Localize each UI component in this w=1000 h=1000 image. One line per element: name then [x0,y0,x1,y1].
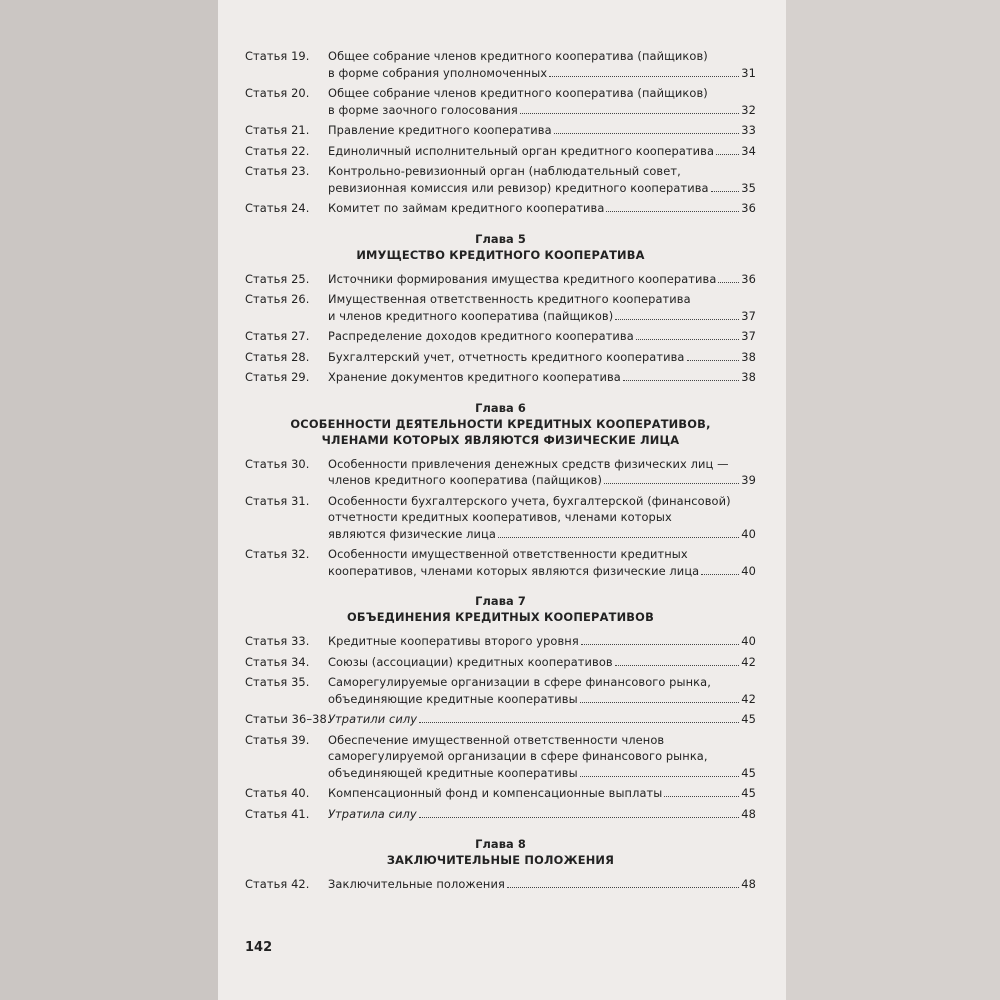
article-title-last-line [328,180,756,197]
toc-entry [245,369,756,386]
page-reference: 40 [741,634,756,648]
dot-leader [419,817,740,818]
article-title-line: в форме заочного голосования [328,102,518,117]
article-title-line: саморегулируемой организации в сфере финансового рынка, [328,749,708,763]
article-title-line: Правление кредитного кооператива [328,123,552,137]
page-reference: 45 [741,712,756,726]
dot-leader [549,76,739,77]
article-title-last-line [328,806,756,823]
article-number: Статья 42. [245,877,310,891]
article-title [328,493,756,543]
article-title-line: Общее собрание членов кредитного кооператива (пайщиков) [328,49,708,63]
toc-entry [245,349,756,366]
chapter-label: Глава 6 [475,400,526,415]
article-number: Статья 26. [245,292,310,306]
article-title-last-line [328,349,756,366]
article-title-line: Особенности привлечения денежных средств физических лиц — [328,456,729,471]
dot-leader [580,776,740,777]
article-number: Статья 34. [245,654,310,669]
chapter-7-heading [245,593,756,625]
article-title-line: Источники формирования имущества кредитного кооператива [328,271,717,286]
article-title [328,369,756,386]
dot-leader [687,360,740,361]
toc-group-e [245,876,756,893]
dot-leader [581,644,739,645]
article-title-last-line [328,65,756,82]
page-reference: 42 [741,691,756,706]
article-title-line: Распределение доходов кредитного кооператива [328,329,634,343]
dot-leader [604,483,739,484]
article-title [328,271,756,288]
page-reference: 36 [741,201,756,215]
article-title-last-line [328,654,756,671]
article-title-line: и членов кредитного кооператива (пайщиков) [328,308,614,323]
article-title-line: являются физические лица [328,526,496,541]
page-reference: 36 [741,271,756,286]
article-title [328,122,756,139]
article-title [328,328,756,345]
article-title [328,711,756,728]
page-reference: 40 [741,526,756,541]
article-number: Статья 31. [245,493,310,508]
toc-entry [245,493,756,543]
page-reference: 32 [741,102,756,117]
article-title [328,806,756,823]
article-number: Статья 19. [245,49,310,63]
article-title [328,200,756,217]
article-title-line: Обеспечение имущественной ответственности членов [328,732,665,747]
article-title-last-line [328,563,756,580]
article-title-line: Комитет по займам кредитного кооператива [328,201,605,215]
article-title [328,546,756,579]
article-title-line: Бухгалтерский учет, отчетность кредитного кооператива [328,349,685,364]
dot-leader [498,537,739,538]
article-number: Статья 23. [245,164,310,178]
article-title-last-line [328,633,756,650]
article-title-line: Заключительные положения [328,877,505,891]
article-number: Статья 20. [245,86,310,100]
toc-entry [245,291,756,324]
article-title-line: Особенности бухгалтерского учета, бухгалтерской (финансовой) [328,493,731,508]
article-title-last-line [328,526,756,543]
dot-leader [615,319,739,320]
page-reference: 37 [741,329,756,343]
article-title [328,633,756,650]
article-title-line: Имущественная ответственность кредитного кооператива [328,292,691,306]
toc-entry [245,876,756,893]
article-number: Статья 32. [245,547,310,561]
page-reference: 39 [741,473,756,487]
article-title-line: Утратили силу [328,712,418,726]
article-title-line: членов кредитного кооператива (пайщиков) [328,473,603,487]
toc-group-c [245,456,756,580]
article-title-line: ревизионная комиссия или ревизор) кредитного кооператива [328,180,709,195]
page-reference: 35 [741,180,756,195]
chapter-8-heading [245,836,756,868]
dot-leader [419,722,739,723]
chapter-label: Глава 8 [475,837,526,851]
toc-group-a [245,48,756,217]
article-title-last-line [328,143,756,160]
toc-group-b [245,271,756,386]
article-number: Статья 39. [245,732,310,747]
article-title [328,654,756,671]
article-title-line: объединяющие кредитные кооперативы [328,691,578,706]
page-reference: 48 [741,806,756,821]
article-number: Статья 33. [245,634,310,648]
page-reference: 45 [741,786,756,800]
toc-entry [245,328,756,345]
toc-entry [245,271,756,288]
article-title-last-line [328,369,756,386]
article-title-last-line [328,711,756,728]
chapter-label: Глава 5 [475,231,526,246]
page-reference: 40 [741,563,756,578]
page-reference: 31 [741,65,756,80]
chapter-title-line: ОСОБЕННОСТИ ДЕЯТЕЛЬНОСТИ КРЕДИТНЫХ КООПЕРАТИВОВ, [290,416,711,431]
article-title [328,876,756,893]
next-page-edge [786,0,1000,1000]
toc-entry [245,654,756,671]
toc-entry [245,85,756,118]
article-title-last-line [328,691,756,708]
page-reference: 34 [741,143,756,158]
article-title [328,163,756,196]
article-number: Статья 30. [245,456,310,471]
dot-leader [701,574,739,575]
article-number: Статья 28. [245,349,310,364]
chapter-title-line: ОБЪЕДИНЕНИЯ КРЕДИТНЫХ КООПЕРАТИВОВ [347,610,654,624]
chapter-title-line: ИМУЩЕСТВО КРЕДИТНОГО КООПЕРАТИВА [356,247,645,262]
dot-leader [636,339,739,340]
article-title-last-line [328,472,756,489]
article-title-last-line [328,308,756,325]
article-number: Статья 35. [245,675,310,689]
article-number: Статья 22. [245,143,310,158]
article-title-line: Утратила силу [328,806,417,821]
toc-entry [245,456,756,489]
article-title-line: отчетности кредитных кооперативов, членами которых [328,510,672,524]
article-title [328,291,756,324]
article-title [328,48,756,81]
toc-entry [245,200,756,217]
article-title-last-line [328,765,756,782]
dot-leader [718,282,739,283]
article-number: Статья 25. [245,271,310,286]
dot-leader [623,380,739,381]
page-reference: 37 [741,308,756,323]
article-number: Статья 40. [245,786,310,800]
article-title-last-line [328,122,756,139]
toc-entry [245,48,756,81]
dot-leader [664,796,739,797]
toc-entry [245,546,756,579]
article-number: Статья 24. [245,201,310,215]
toc-entry [245,674,756,707]
page-reference: 38 [741,370,756,384]
toc-entry [245,163,756,196]
article-title-line: Общее собрание членов кредитного кооператива (пайщиков) [328,86,708,100]
article-number: Статья 27. [245,329,310,343]
article-title [328,143,756,160]
page-reference: 45 [741,765,756,780]
article-number: Статья 41. [245,806,310,821]
chapter-label: Глава 7 [475,594,526,608]
article-title [328,674,756,707]
article-number: Статья 21. [245,123,310,137]
article-title-line: Саморегулируемые организации в сфере финансового рынка, [328,675,711,689]
article-title-last-line [328,876,756,893]
article-title-line: кооперативов, членами которых являются физические лица [328,563,700,578]
article-title-last-line [328,200,756,217]
article-title-line: Хранение документов кредитного кооператива [328,370,621,384]
article-title-last-line [328,102,756,119]
table-of-contents [245,48,756,897]
toc-group-d [245,633,756,822]
chapter-6-heading [245,400,756,448]
toc-entry [245,711,756,728]
chapter-title-line: ЗАКЛЮЧИТЕЛЬНЫЕ ПОЛОЖЕНИЯ [386,853,615,867]
dot-leader [554,133,740,134]
toc-entry [245,143,756,160]
chapter-5-heading [245,231,756,263]
page-reference: 42 [741,654,756,669]
page-reference: 38 [741,349,756,364]
article-title-line: объединяющей кредитные кооперативы [328,765,578,780]
article-title-line: Особенности имущественной ответственности кредитных [328,547,688,561]
article-title [328,732,756,782]
article-title-line: Единоличный исполнительный орган кредитного кооператива [328,143,715,158]
toc-entry [245,732,756,782]
toc-entry [245,785,756,802]
page-number: 142 [245,940,273,955]
article-title-line: в форме собрания уполномоченных [328,65,548,80]
toc-entry [245,633,756,650]
article-title-line: Союзы (ассоциации) кредитных кооперативов [328,654,613,669]
dot-leader [615,665,740,666]
article-title [328,85,756,118]
article-title [328,456,756,489]
chapter-title-line: ЧЛЕНАМИ КОТОРЫХ ЯВЛЯЮТСЯ ФИЗИЧЕСКИЕ ЛИЦА [321,432,680,447]
article-title-last-line [328,328,756,345]
dot-leader [507,887,739,888]
dot-leader [716,154,739,155]
article-title-line: Компенсационный фонд и компенсационные выплаты [328,786,663,800]
dot-leader [711,191,740,192]
article-title [328,785,756,802]
article-number: Статьи 36–38. [245,712,331,726]
article-title [328,349,756,366]
dot-leader [520,113,739,114]
article-number: Статья 29. [245,370,310,384]
article-title-last-line [328,271,756,288]
page-reference: 33 [741,123,756,137]
dot-leader [606,211,739,212]
toc-entry [245,122,756,139]
page-reference: 48 [741,877,756,891]
article-title-last-line [328,785,756,802]
dot-leader [580,702,740,703]
article-title-line: Кредитные кооперативы второго уровня [328,634,579,648]
toc-entry [245,806,756,823]
article-title-line: Контрольно-ревизионный орган (наблюдательный совет, [328,164,681,178]
